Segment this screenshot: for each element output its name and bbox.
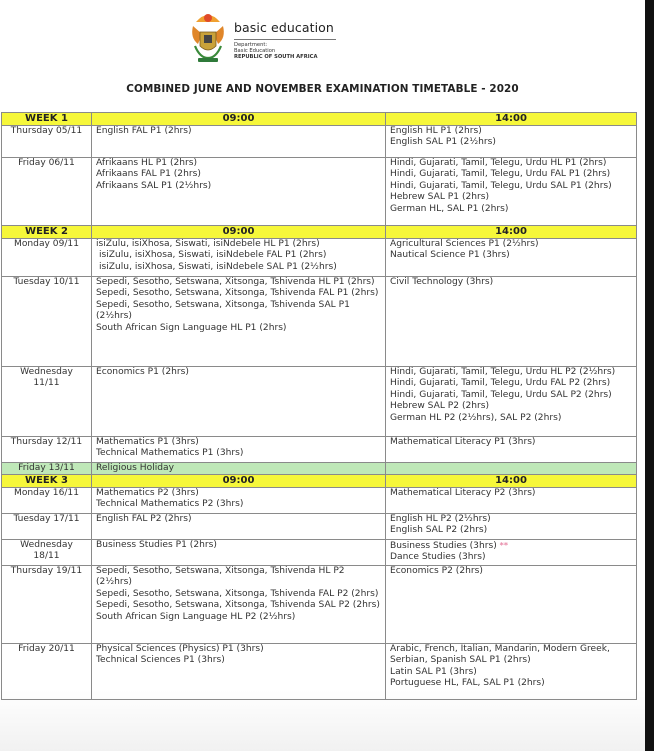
exam-entry: isiZulu, isiXhosa, Siswati, isiNdebele HL P1 (2hrs) — [96, 239, 320, 249]
day-row — [2, 540, 637, 566]
department-logo — [188, 8, 348, 64]
exam-entry: Technical Sciences P1 (3hrs) — [96, 655, 225, 666]
morning-exams — [92, 239, 386, 277]
morning-exams — [92, 540, 386, 566]
week-label: WEEK 2 — [2, 226, 92, 239]
afternoon-exams — [386, 488, 637, 514]
afternoon-exams — [386, 644, 637, 700]
exam-entry: Hindi, Gujarati, Tamil, Telegu, Urdu HL P2 (2½hrs) — [390, 367, 616, 377]
exam-day: Thursday 05/11 — [2, 126, 92, 158]
morning-exams — [92, 367, 386, 437]
coat-of-arms-icon — [188, 8, 228, 64]
week-header-row — [2, 475, 637, 488]
week-label: WEEK 1 — [2, 113, 92, 126]
exam-entry: Hindi, Gujarati, Tamil, Telegu, Urdu HL P1 (2hrs) — [390, 158, 607, 168]
exam-entry: Afrikaans SAL P1 (2½hrs) — [96, 180, 212, 191]
day-row — [2, 514, 637, 540]
exam-entry: Hebrew SAL P1 (2hrs) — [390, 192, 490, 203]
brand-name: basic education — [234, 20, 334, 35]
week-header-row — [2, 113, 637, 126]
exam-entry: English SAL P1 (2½hrs) — [390, 137, 496, 148]
exam-entry: German HL, SAL P1 (2hrs) — [390, 203, 509, 214]
morning-exams — [92, 644, 386, 700]
exam-entry: Business Studies P1 (2hrs) — [96, 540, 217, 550]
afternoon-exams — [386, 566, 637, 644]
exam-day: Friday 06/11 — [2, 158, 92, 226]
exam-entry: Economics P2 (2hrs) — [390, 566, 483, 576]
exam-day: Monday 09/11 — [2, 239, 92, 277]
exam-entry: English FAL P2 (2hrs) — [96, 514, 192, 524]
morning-exams — [92, 488, 386, 514]
session-afternoon-header: 14:00 — [386, 475, 637, 488]
brand-sub-line: Department: — [234, 42, 268, 48]
document-title: COMBINED JUNE AND NOVEMBER EXAMINATION TIMETABLE - 2020 — [126, 83, 519, 95]
morning-exams — [92, 437, 386, 463]
exam-entry: Portuguese HL, FAL, SAL P1 (2hrs) — [390, 678, 545, 689]
exam-entry: Physical Sciences (Physics) P1 (3hrs) — [96, 644, 264, 654]
brand-sub-line: Basic Education — [234, 48, 276, 55]
exam-entry: Hindi, Gujarati, Tamil, Telegu, Urdu FAL P2 (2hrs) — [390, 378, 611, 389]
holiday-day: Friday 13/11 — [2, 463, 92, 475]
exam-entry: Technical Mathematics P1 (3hrs) — [96, 448, 244, 459]
morning-exams — [92, 566, 386, 644]
exam-day: Friday 20/11 — [2, 644, 92, 700]
exam-entry: Hebrew SAL P2 (2hrs) — [390, 401, 490, 412]
brand-subtitle — [234, 42, 317, 61]
day-row — [2, 367, 637, 437]
exam-entry: South African Sign Language HL P2 (2½hrs) — [96, 611, 296, 622]
exam-entry: Nautical Science P1 (3hrs) — [390, 250, 510, 261]
exam-entry: Civil Technology (3hrs) — [390, 277, 494, 287]
day-row — [2, 644, 637, 700]
day-row — [2, 566, 637, 644]
exam-entry: Dance Studies (3hrs) — [390, 552, 486, 563]
exam-entry: Sepedi, Sesotho, Setswana, Xitsonga, Tshivenda SAL P2 (2hrs) — [96, 600, 380, 611]
exam-entry: English HL P2 (2½hrs) — [390, 514, 491, 524]
brand-divider — [234, 39, 336, 40]
exam-day: Wednesday 11/11 — [2, 367, 92, 437]
afternoon-exams — [386, 514, 637, 540]
exam-entry: South African Sign Language HL P1 (2hrs) — [96, 322, 287, 333]
morning-exams — [92, 158, 386, 226]
exam-entry: Hindi, Gujarati, Tamil, Telegu, Urdu SAL P2 (2hrs) — [390, 389, 612, 400]
exam-entry: Arabic, French, Italian, Mandarin, Modern Greek, Serbian, Spanish SAL P1 (2hrs) — [390, 644, 610, 666]
exam-day: Tuesday 10/11 — [2, 277, 92, 367]
day-row — [2, 126, 637, 158]
exam-entry: Sepedi, Sesotho, Setswana, Xitsonga, Tshivenda FAL P1 (2hrs) — [96, 288, 379, 299]
afternoon-exams — [386, 540, 637, 566]
day-row — [2, 239, 637, 277]
exam-entry: German HL P2 (2½hrs), SAL P2 (2hrs) — [390, 412, 562, 423]
exam-entry: English HL P1 (2hrs) — [390, 126, 482, 136]
exam-entry: Hindi, Gujarati, Tamil, Telegu, Urdu SAL P1 (2hrs) — [390, 180, 612, 191]
session-afternoon-header: 14:00 — [386, 113, 637, 126]
afternoon-exams — [386, 158, 637, 226]
day-row — [2, 437, 637, 463]
exam-entry: Sepedi, Sesotho, Setswana, Xitsonga, Tshivenda HL P2 (2½hrs) — [96, 566, 345, 588]
afternoon-exams — [386, 437, 637, 463]
exam-entry: Hindi, Gujarati, Tamil, Telegu, Urdu FAL P1 (2hrs) — [390, 169, 611, 180]
exam-entry: Mathematics P1 (3hrs) — [96, 437, 199, 447]
exam-entry: Mathematics P2 (3hrs) — [96, 488, 199, 498]
exam-entry: Economics P1 (2hrs) — [96, 367, 189, 377]
exam-entry: Sepedi, Sesotho, Setswana, Xitsonga, Tshivenda SAL P1 (2½hrs) — [96, 299, 350, 322]
day-row — [2, 277, 637, 367]
exam-entry: English FAL P1 (2hrs) — [96, 126, 192, 136]
exam-entry: Sepedi, Sesotho, Setswana, Xitsonga, Tshivenda HL P1 (2hrs) — [96, 277, 375, 287]
day-row — [2, 158, 637, 226]
afternoon-exams — [386, 239, 637, 277]
brand-sub-line: REPUBLIC OF SOUTH AFRICA — [234, 54, 318, 61]
exam-day: Thursday 19/11 — [2, 566, 92, 644]
week-header-row — [2, 226, 637, 239]
exam-entry: Mathematical Literacy P2 (3hrs) — [390, 488, 536, 498]
exam-day: Thursday 12/11 — [2, 437, 92, 463]
exam-day: Wednesday 18/11 — [2, 540, 92, 566]
exam-entry: isiZulu, isiXhosa, Siswati, isiNdebele FAL P1 (2hrs) — [99, 250, 327, 261]
afternoon-exams — [386, 277, 637, 367]
exam-entry: Sepedi, Sesotho, Setswana, Xitsonga, Tshivenda FAL P2 (2hrs) — [96, 588, 379, 599]
exam-timetable — [1, 112, 637, 700]
exam-entry: English SAL P2 (2hrs) — [390, 525, 488, 536]
holiday-empty — [386, 463, 637, 475]
exam-entry: Afrikaans FAL P1 (2hrs) — [96, 169, 201, 180]
exam-entry: Mathematical Literacy P1 (3hrs) — [390, 437, 536, 447]
morning-exams — [92, 514, 386, 540]
session-morning-header: 09:00 — [92, 113, 386, 126]
exam-entry: Afrikaans HL P1 (2hrs) — [96, 158, 198, 168]
morning-exams — [92, 277, 386, 367]
exam-entry: isiZulu, isiXhosa, Siswati, isiNdebele SAL P1 (2½hrs) — [99, 261, 337, 272]
afternoon-exams — [386, 126, 637, 158]
afternoon-exams — [386, 367, 637, 437]
exam-entry: Business Studies (3hrs) — [390, 541, 497, 551]
session-morning-header: 09:00 — [92, 475, 386, 488]
exam-entry: Technical Mathematics P2 (3hrs) — [96, 499, 244, 510]
holiday-label: Religious Holiday — [92, 463, 386, 475]
day-row — [2, 488, 637, 514]
footnote-marker: ** — [499, 541, 509, 550]
week-label: WEEK 3 — [2, 475, 92, 488]
holiday-row — [2, 463, 637, 475]
exam-entry: Agricultural Sciences P1 (2½hrs) — [390, 239, 539, 249]
exam-day: Tuesday 17/11 — [2, 514, 92, 540]
session-afternoon-header: 14:00 — [386, 226, 637, 239]
screen-edge — [645, 0, 654, 751]
exam-entry: Latin SAL P1 (3hrs) — [390, 666, 477, 677]
morning-exams — [92, 126, 386, 158]
exam-day: Monday 16/11 — [2, 488, 92, 514]
session-morning-header: 09:00 — [92, 226, 386, 239]
